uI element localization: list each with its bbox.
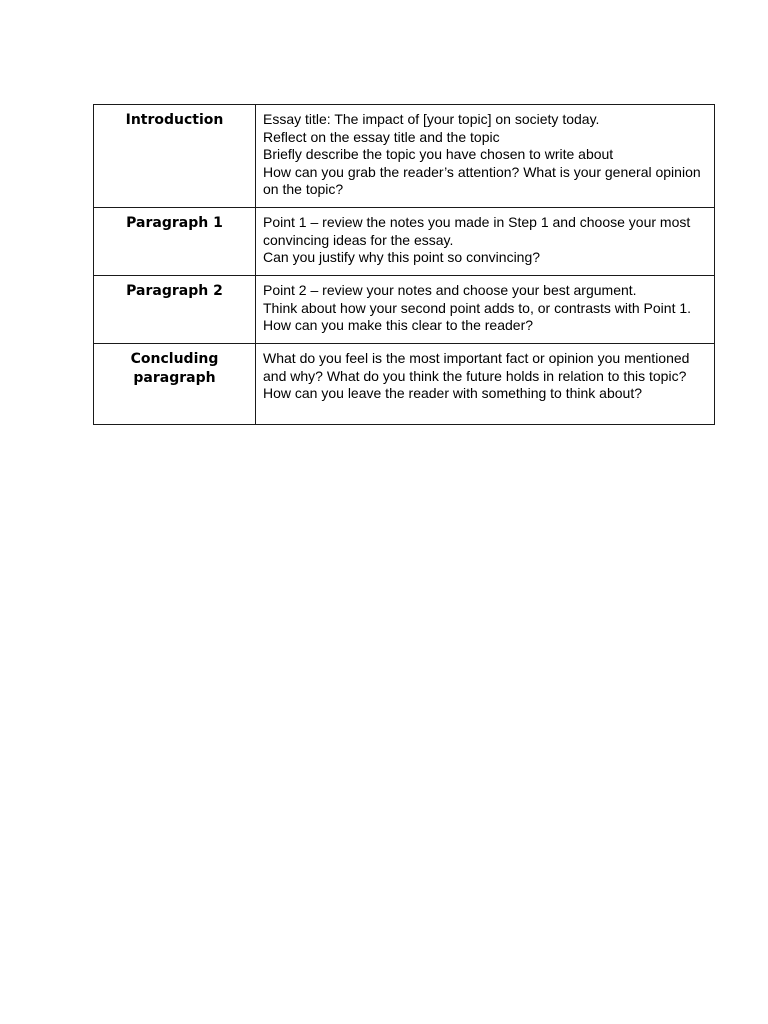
content-line: Essay title: The impact of [your topic] on society today. bbox=[263, 111, 600, 127]
content-line: How can you make this clear to the reader? bbox=[263, 317, 534, 334]
content-line: Think about how your second point adds to, or contrasts with Point 1. bbox=[263, 299, 692, 316]
row-content-paragraph-2 bbox=[256, 276, 715, 344]
row-label-text: Paragraph 2 bbox=[126, 283, 223, 299]
content-line: Reflect on the essay title and the topic bbox=[263, 128, 500, 145]
row-label-text: Paragraph 1 bbox=[126, 215, 223, 231]
row-label-paragraph-1 bbox=[94, 208, 256, 276]
row-content-paragraph-1 bbox=[256, 208, 715, 276]
table-row-paragraph-2 bbox=[94, 276, 715, 344]
content-line: Point 1 – review the notes you made in Step 1 and choose your most convincing ideas for the essay. bbox=[263, 214, 691, 248]
row-content-introduction bbox=[256, 105, 715, 208]
content-line: Can you justify why this point so convincing? bbox=[263, 249, 541, 266]
row-label-paragraph-2 bbox=[94, 276, 256, 344]
row-label-text: paragraph bbox=[133, 370, 216, 386]
essay-plan-table bbox=[93, 104, 715, 425]
content-line: How can you leave the reader with something to think about? bbox=[263, 385, 643, 402]
row-label-text: Introduction bbox=[125, 112, 224, 128]
row-content-concluding-paragraph bbox=[256, 344, 715, 425]
content-line: Briefly describe the topic you have chosen to write about bbox=[263, 146, 614, 163]
content-line: What do you feel is the most important fact or opinion you mentioned and why? What do you think the future holds in relation to this topic? bbox=[263, 350, 690, 384]
table-row-concluding-paragraph bbox=[94, 344, 715, 425]
table-row-introduction bbox=[94, 105, 715, 208]
row-label-text: Concluding bbox=[130, 351, 219, 367]
table-row-paragraph-1 bbox=[94, 208, 715, 276]
row-label-concluding-paragraph bbox=[94, 344, 256, 425]
row-label-introduction bbox=[94, 105, 256, 208]
content-line: How can you grab the reader’s attention? What is your general opinion on the topic? bbox=[263, 163, 701, 198]
content-line: Point 2 – review your notes and choose your best argument. bbox=[263, 282, 637, 298]
